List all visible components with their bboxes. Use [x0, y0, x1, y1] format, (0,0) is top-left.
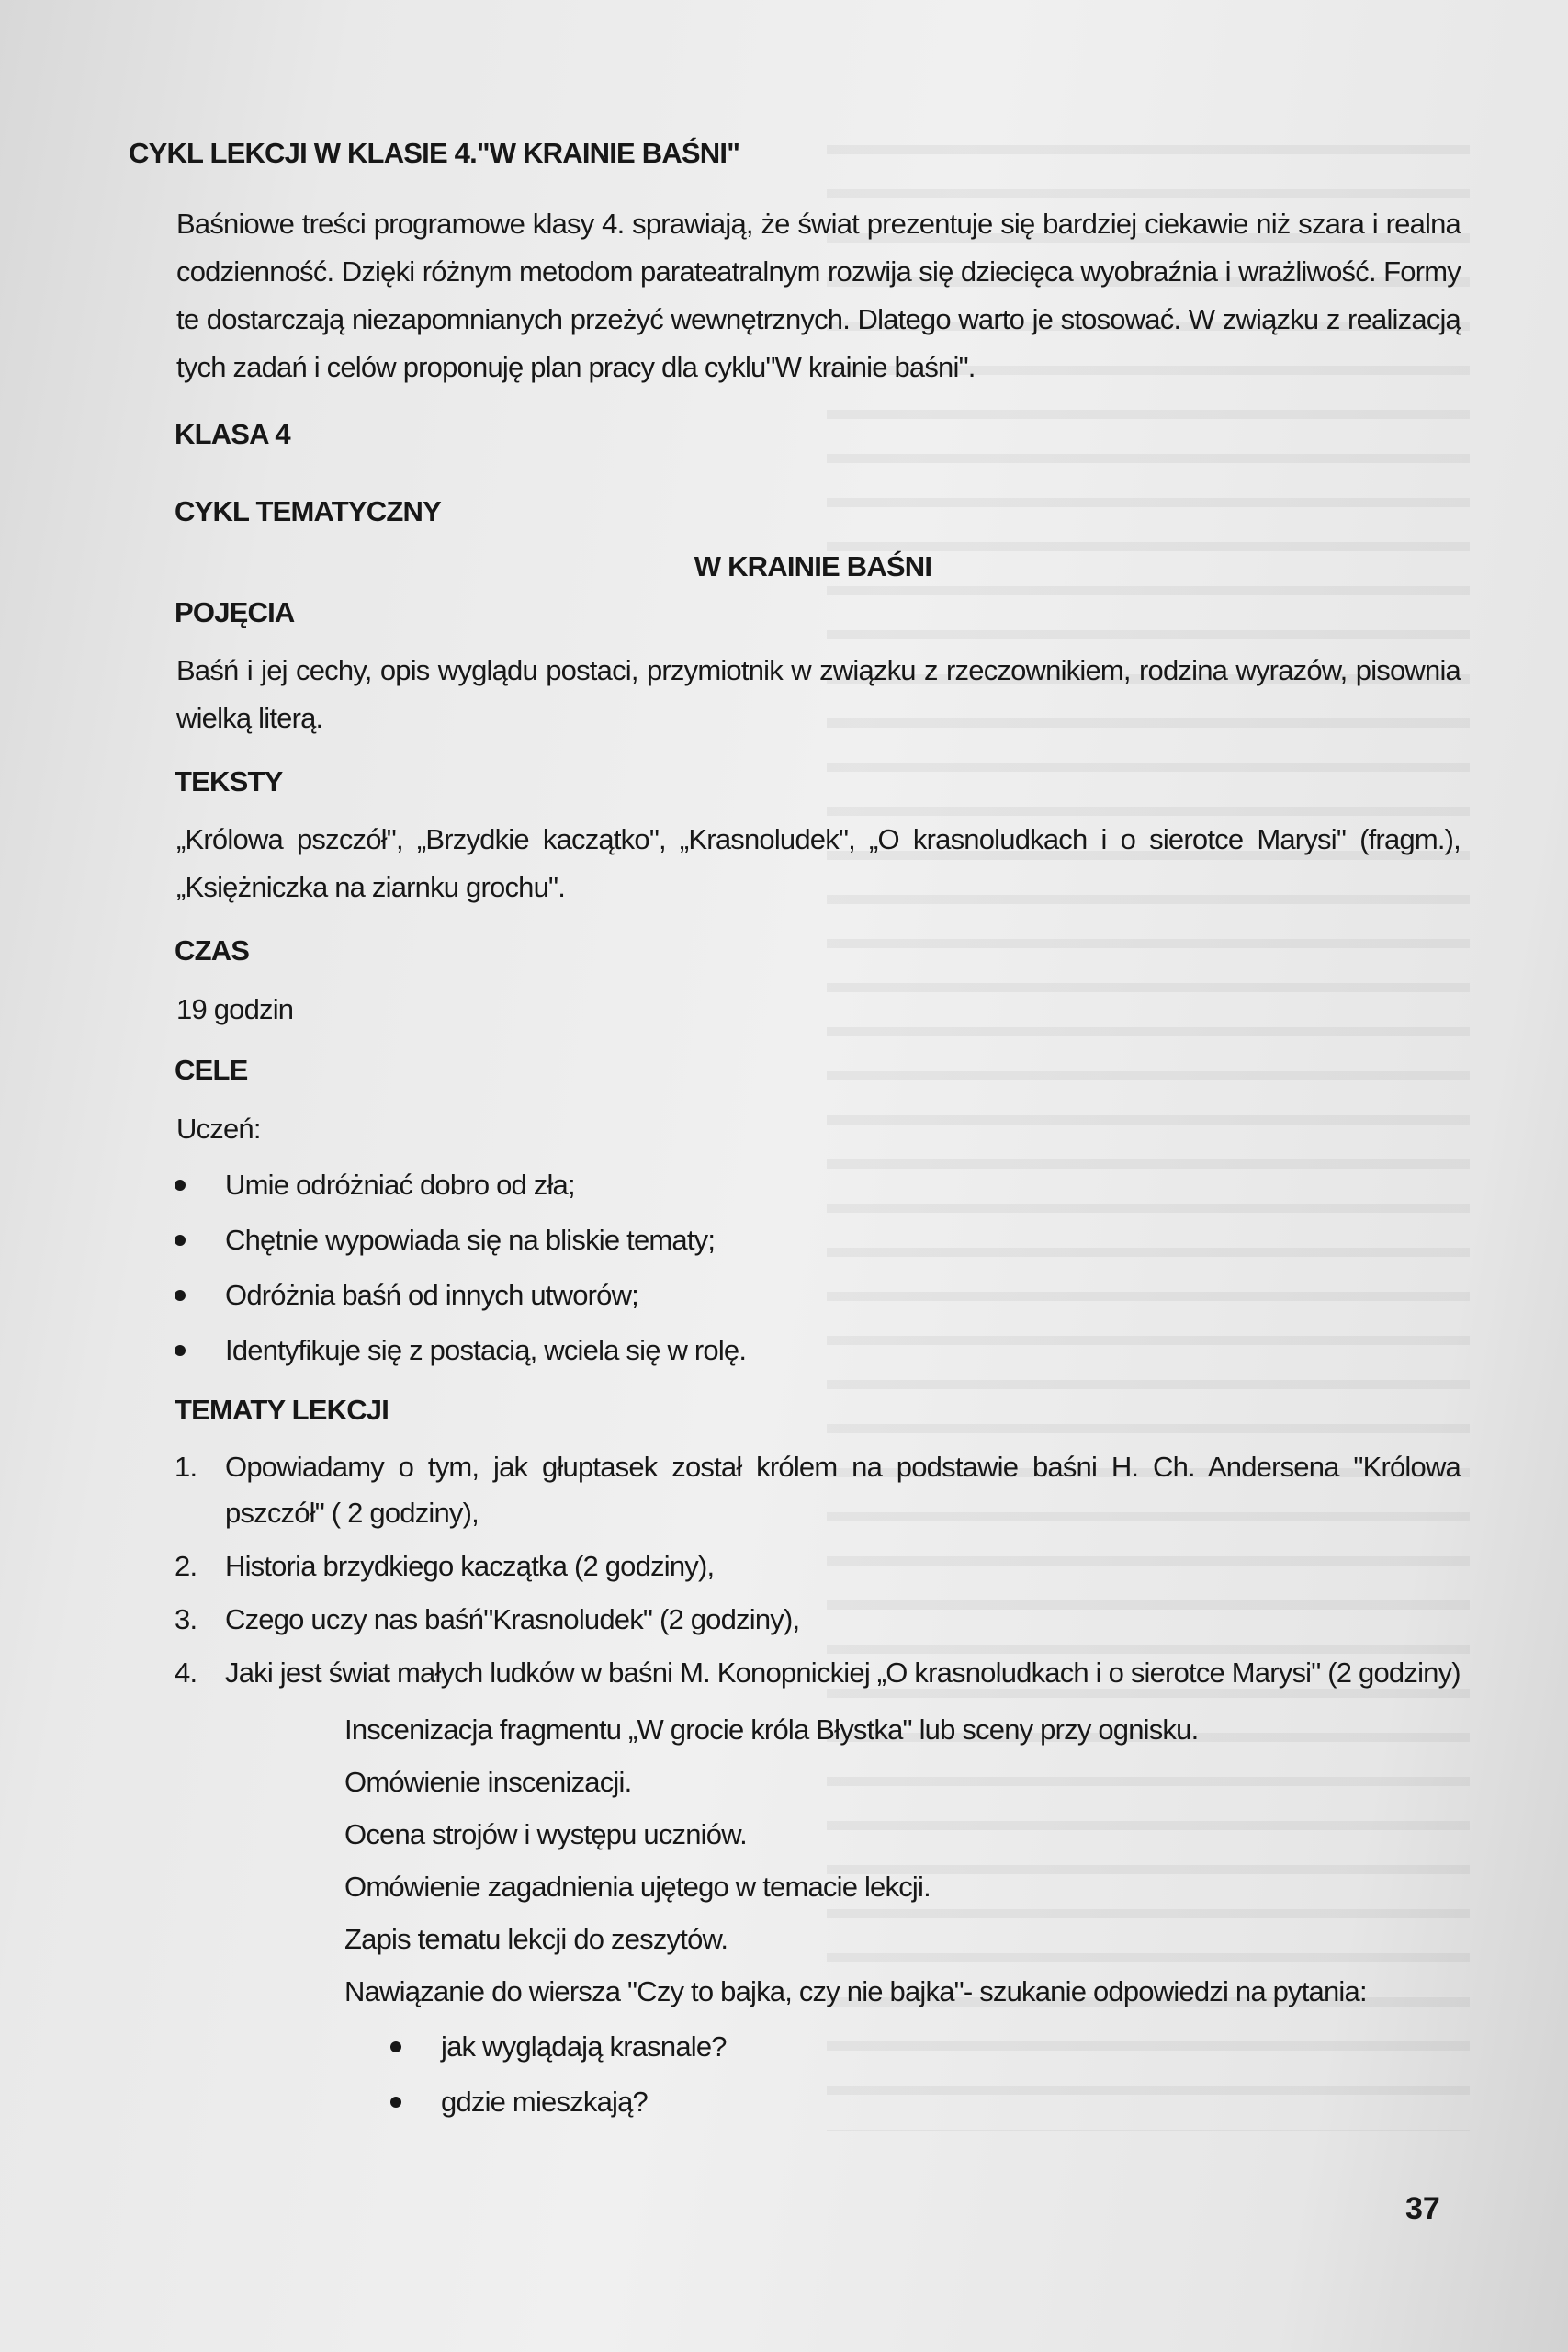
czas-heading: CZAS: [175, 934, 250, 967]
list-item: gdzie mieszkają?: [390, 2075, 1461, 2130]
pojecia-text: Baśń i jej cechy, opis wyglądu postaci, przymiotnik w związku z rzeczownikiem, rodzina wyrazów, pisownia wielką literą.: [176, 654, 1461, 734]
list-item: Umie odróżniać dobro od zła;: [175, 1158, 1461, 1213]
cykl-tematyczny-heading: CYKL TEMATYCZNY: [175, 495, 441, 527]
teksty-heading: TEKSTY: [175, 765, 283, 797]
list-item: 2. Historia brzydkiego kaczątka (2 godziny),: [175, 1550, 715, 1582]
teksty-text: „Królowa pszczół", „Brzydkie kaczątko", „Krasnoludek", „O krasnoludkach i o sierotce Marysi" (fragm.), „Księżniczka na ziarnku grochu".: [176, 823, 1461, 903]
tematy-heading: TEMATY LEKCJI: [175, 1394, 389, 1426]
klasa-heading: KLASA 4: [175, 418, 290, 450]
page-title: CYKL LEKCJI W KLASIE 4."W KRAINIE BAŚNI": [129, 137, 740, 169]
bullet-icon: [175, 1345, 186, 1356]
list-item: Identyfikuje się z postacią, wciela się w rolę.: [175, 1323, 1461, 1378]
pojecia-heading: POJĘCIA: [175, 596, 295, 628]
bullet-icon: [390, 2097, 401, 2108]
lesson-step: Inscenizacja fragmentu „W grocie króla Błystka" lub sceny przy ognisku.: [344, 1713, 1199, 1746]
list-item: 3. Czego uczy nas baśń"Krasnoludek" (2 godziny),: [175, 1603, 800, 1635]
czas-text: 19 godzin: [176, 993, 294, 1025]
list-item: Odróżnia baśń od innych utworów;: [175, 1268, 1461, 1323]
bullet-icon: [175, 1180, 186, 1191]
lesson-step: Omówienie inscenizacji.: [344, 1766, 632, 1798]
bullet-icon: [390, 2041, 401, 2052]
lesson-step: Zapis tematu lekcji do zeszytów.: [344, 1923, 728, 1955]
bullet-icon: [175, 1235, 186, 1246]
intro-paragraph: Baśniowe treści programowe klasy 4. sprawiają, że świat prezentuje się bardziej ciekawie niż szara i realna codzienność. Dzięki różnym metodom parateatralnym rozwija się dziecięca wyobraźnia i wrażliwość. Formy te dostarczają niezapomnianych przeżyć wewnętrznych. Dlatego warto je stosować. W związku z realizacją tych zadań i celów proponuję plan pracy dla cyklu"W krainie baśni".: [176, 208, 1461, 383]
lesson-step: Omówienie zagadnienia ujętego w temacie lekcji.: [344, 1871, 931, 1903]
cele-intro: Uczeń:: [176, 1113, 261, 1145]
list-item: Chętnie wypowiada się na bliskie tematy;: [175, 1213, 1461, 1268]
cykl-name-heading: W KRAINIE BAŚNI: [694, 550, 932, 582]
tematy-list: [175, 1444, 1461, 1696]
lesson-steps: [344, 1703, 1461, 2018]
questions-list: [390, 2019, 1461, 2130]
list-item: jak wyglądają krasnale?: [390, 2019, 1461, 2075]
cele-list: [175, 1158, 1461, 1378]
list-item: 1. Opowiadamy o tym, jak głuptasek został królem na podstawie baśni H. Ch. Andersena "Królowa pszczół" ( 2 godziny),: [175, 1451, 1461, 1529]
cele-heading: CELE: [175, 1054, 248, 1086]
page-content: [129, 129, 1461, 2130]
list-item: 4. Jaki jest świat małych ludków w baśni M. Konopnickiej „O krasnoludkach i o sierotce Marysi" (2 godziny): [175, 1657, 1461, 1689]
lesson-step: Ocena strojów i występu uczniów.: [344, 1818, 747, 1850]
lesson-step: Nawiązanie do wiersza "Czy to bajka, czy nie bajka"- szukanie odpowiedzi na pytania:: [344, 1975, 1367, 2007]
page-number: 37: [1405, 2191, 1440, 2226]
bullet-icon: [175, 1290, 186, 1301]
